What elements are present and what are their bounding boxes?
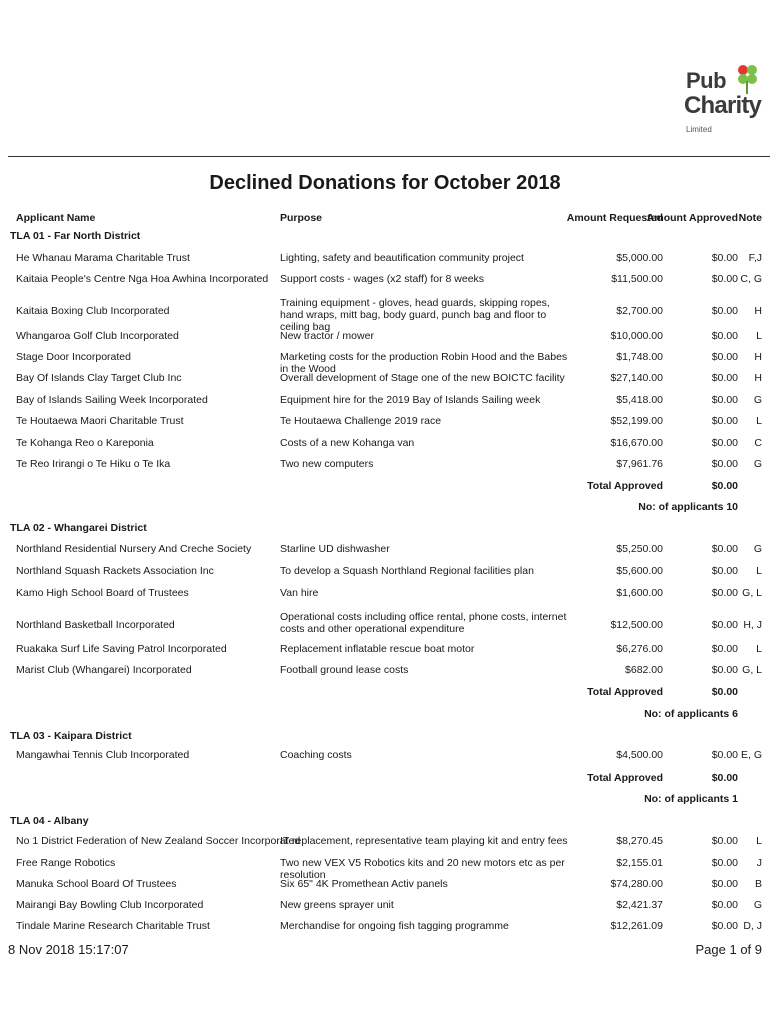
purpose: Operational costs including office rental, phone costs, internet costs and other operational expenditure [280,611,567,635]
amount-requested: $12,261.09 [610,920,663,932]
purpose: Two new computers [280,458,374,470]
amount-requested: $5,250.00 [616,543,663,555]
amount-requested: $52,199.00 [610,415,663,427]
applicant-name: Te Houtaewa Maori Charitable Trust [16,415,184,427]
amount-approved: $0.00 [711,878,738,890]
note: C, G [740,273,762,285]
amount-approved: $0.00 [711,749,738,761]
tla-heading: TLA 02 - Whangarei District [10,522,147,534]
note: L [756,643,762,655]
note: J [756,857,762,869]
footer-date: 8 Nov 2018 15:17:07 [8,942,129,957]
note: L [756,330,762,342]
purpose: Costs of a new Kohanga van [280,437,415,449]
note: H [754,305,762,317]
note: G, L [742,664,762,676]
applicant-name: Stage Door Incorporated [16,351,131,363]
purpose: Support costs - wages (x2 staff) for 8 weeks [280,273,485,285]
purpose: To develop a Squash Northland Regional facilities plan [280,565,534,577]
total-approved-label: Total Approved [587,772,663,784]
amount-approved: $0.00 [711,835,738,847]
amount-approved: $0.00 [711,305,738,317]
amount-requested: $12,500.00 [610,619,663,631]
applicant-name: Kaitaia Boxing Club Incorporated [16,305,170,317]
amount-requested: $74,280.00 [610,878,663,890]
applicant-name: Mairangi Bay Bowling Club Incorporated [16,899,204,911]
applicant-name: Manuka School Board Of Trustees [16,878,177,890]
amount-requested: $6,276.00 [616,643,663,655]
note: G [753,394,762,406]
amount-approved: $0.00 [711,415,738,427]
amount-approved: $0.00 [711,543,738,555]
pub-charity-logo [684,62,770,138]
total-approved-value: $0.00 [711,772,738,784]
applicant-name: Northland Basketball Incorporated [16,619,175,631]
applicant-count: No: of applicants 6 [644,708,738,720]
applicant-name: Kamo High School Board of Trustees [16,587,189,599]
note: H, J [743,619,762,631]
note: G [753,899,762,911]
purpose: IT replacement, representative team playing kit and entry fees [280,835,568,847]
amount-approved: $0.00 [711,458,738,470]
tla-heading: TLA 03 - Kaipara District [10,730,132,742]
note: L [756,835,762,847]
note: B [754,878,762,890]
amount-requested: $10,000.00 [610,330,663,342]
logo-limited-text: Limited [686,125,712,134]
note: L [756,415,762,427]
note: H [754,372,762,384]
purpose: New greens sprayer unit [280,899,394,911]
col-header-applicant: Applicant Name [16,212,96,224]
amount-requested: $4,500.00 [616,749,663,761]
purpose: Training equipment - gloves, head guards, skipping ropes, hand wraps, mitt bag, body guard, punch bag and floor to ceiling bag [280,297,550,333]
clover-icon [734,62,760,96]
amount-requested: $5,600.00 [616,565,663,577]
amount-approved: $0.00 [711,899,738,911]
note: F,J [748,252,762,264]
amount-requested: $2,700.00 [616,305,663,317]
amount-requested: $16,670.00 [610,437,663,449]
note: G [753,543,762,555]
applicant-name: Mangawhai Tennis Club Incorporated [16,749,190,761]
applicant-name: Marist Club (Whangarei) Incorporated [16,664,192,676]
note: E, G [740,749,762,761]
amount-requested: $2,421.37 [616,899,663,911]
logo-pub-text: Pub [686,68,727,93]
applicant-name: Te Reo Irirangi o Te Hiku o Te Ika [16,458,171,470]
note: G [753,458,762,470]
purpose: Replacement inflatable rescue boat motor [280,643,475,655]
amount-approved: $0.00 [711,587,738,599]
note: C [754,437,762,449]
purpose: Six 65" 4K Promethean Activ panels [280,878,448,890]
amount-requested: $5,418.00 [616,394,663,406]
note: D, J [743,920,762,932]
amount-approved: $0.00 [711,372,738,384]
amount-approved: $0.00 [711,920,738,932]
applicant-name: Free Range Robotics [16,857,116,869]
amount-approved: $0.00 [711,437,738,449]
purpose: Van hire [280,587,319,599]
amount-requested: $11,500.00 [611,273,663,285]
purpose: Overall development of Stage one of the new BOICTC facility [280,372,565,384]
note: L [756,565,762,577]
purpose: Two new VEX V5 Robotics kits and 20 new motors etc as per resolution [280,857,565,881]
note: G, L [742,587,762,599]
amount-requested: $8,270.45 [616,835,663,847]
amount-requested: $27,140.00 [610,372,663,384]
amount-approved: $0.00 [711,643,738,655]
applicant-count: No: of applicants 10 [638,501,738,513]
amount-approved: $0.00 [711,330,738,342]
col-header-requested: Amount Requested [566,212,663,224]
applicant-name: Whangaroa Golf Club Incorporated [16,330,179,342]
amount-approved: $0.00 [711,252,738,264]
amount-requested: $1,748.00 [616,351,663,363]
amount-approved: $0.00 [711,857,738,869]
purpose: Coaching costs [280,749,352,761]
applicant-name: Te Kohanga Reo o Kareponia [16,437,154,449]
amount-requested: $1,600.00 [616,587,663,599]
amount-requested: $7,961.76 [616,458,663,470]
applicant-name: Northland Squash Rackets Association Inc [16,565,214,577]
applicant-name: No 1 District Federation of New Zealand Soccer Incorporated [16,835,301,847]
purpose: Football ground lease costs [280,664,409,676]
applicant-count: No: of applicants 1 [644,793,738,805]
total-approved-value: $0.00 [711,480,738,492]
note: H [754,351,762,363]
purpose: Lighting, safety and beautification community project [280,252,524,264]
logo-charity-text: Charity [684,92,762,119]
purpose: Equipment hire for the 2019 Bay of Islands Sailing week [280,394,541,406]
amount-approved: $0.00 [711,394,738,406]
purpose: Starline UD dishwasher [280,543,390,555]
applicant-name: Bay Of Islands Clay Target Club Inc [16,372,182,384]
purpose: Te Houtaewa Challenge 2019 race [280,415,442,427]
amount-approved: $0.00 [711,619,738,631]
purpose: New tractor / mower [280,330,374,342]
applicant-name: He Whanau Marama Charitable Trust [16,252,190,264]
total-approved-label: Total Approved [587,480,663,492]
col-header-approved: Amount Approved [646,212,738,224]
purpose: Merchandise for ongoing fish tagging programme [280,920,509,932]
amount-approved: $0.00 [711,565,738,577]
applicant-name: Tindale Marine Research Charitable Trust [16,920,210,932]
amount-requested: $682.00 [625,664,663,676]
col-header-purpose: Purpose [280,212,323,224]
purpose: Marketing costs for the production Robin Hood and the Babes in the Wood [280,351,568,375]
total-approved-label: Total Approved [587,686,663,698]
page-title: Declined Donations for October 2018 [209,172,561,194]
tla-heading: TLA 01 - Far North District [10,230,141,242]
footer-page-number: Page 1 of 9 [695,942,762,957]
applicant-name: Northland Residential Nursery And Creche Society [16,543,252,555]
header-rule [8,156,770,157]
amount-requested: $5,000.00 [616,252,663,264]
amount-requested: $2,155.01 [616,857,663,869]
applicant-name: Kaitaia People's Centre Nga Hoa Awhina Incorporated [16,273,269,285]
total-approved-value: $0.00 [711,686,738,698]
amount-approved: $0.00 [711,273,738,285]
applicant-name: Ruakaka Surf Life Saving Patrol Incorporated [16,643,227,655]
amount-approved: $0.00 [711,351,738,363]
tla-heading: TLA 04 - Albany [10,815,89,827]
amount-approved: $0.00 [711,664,738,676]
col-header-note: Note [738,212,762,224]
applicant-name: Bay of Islands Sailing Week Incorporated [16,394,208,406]
